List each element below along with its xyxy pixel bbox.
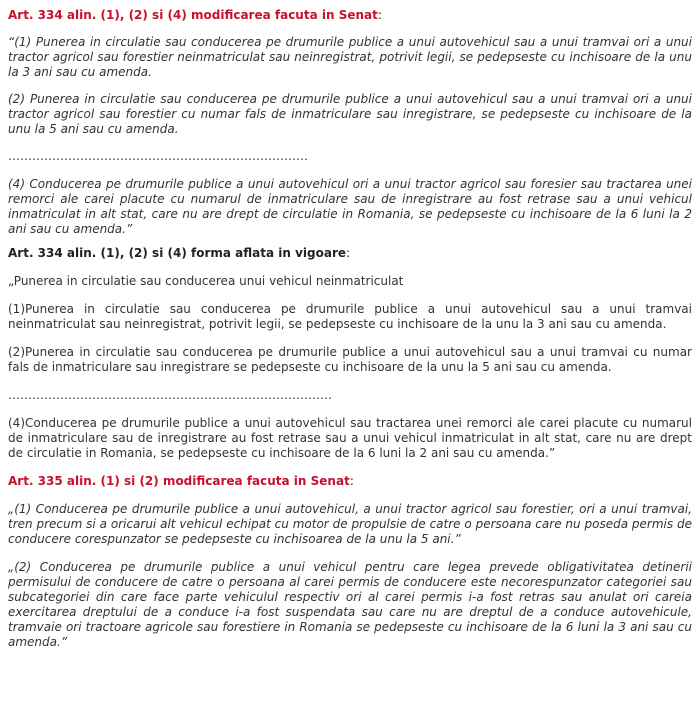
section2-paragraph-1: (1)Punerea in circulatie sau conducerea pe drumurile publice a unui autovehicul sau a unui tramvai neinmatriculat sau neinregistrat, potrivit legii, se pedepseste cu inchisoare de la unu la 3 ani sau cu amenda. bbox=[8, 302, 692, 331]
section2-ellipsis: ……………………………………………………………………… bbox=[8, 388, 332, 402]
section3-paragraph-2: „(2) Conducerea pe drumurile publice a unui vehicul pentru care legea prevede obligativitatea detinerii permisului de conducere de catre o persoana al carei permis de conducere este necorespunzator categoriei sau subcategoriei din care face parte vehiculul respectiv ori al carei permis i-a fost retras sau anulat ori careia exercitarea dreptului de a conduce i-a fost suspendata sau care nu are dreptul de a conduce autovehicule, tramvaie ori tractoare agricole sau forestiere in Romania se pedepseste cu inchisoare de la 6 luni la 3 ani sau cu amenda.” bbox=[8, 560, 692, 649]
section3-heading-colon: : bbox=[349, 474, 354, 488]
section1-heading-title: Art. 334 alin. (1), (2) si (4) modificarea facuta in Senat bbox=[8, 8, 378, 22]
section2-paragraph-2: (2)Punerea in circulatie sau conducerea pe drumurile publice a unui autovehicul sau a unui tramvai cu numar fals de inmatriculare sau inregistrare se pedepseste cu inchisoare de la unu la 5 ani sau cu amenda. bbox=[8, 345, 692, 374]
section2-heading-title: Art. 334 alin. (1), (2) si (4) forma aflata in vigoare bbox=[8, 246, 347, 260]
section1-paragraph-1: “(1) Punerea in circulatie sau conducerea pe drumurile publice a unui autovehicul sau a unui tramvai ori a unui tractor agricol sau forestier neinmatriculat sau neinregistrat, potrivit legii, se pedepseste cu inchisoare de la unu la 3 ani sau cu amenda. bbox=[8, 35, 692, 79]
section1-paragraph-2: (2) Punerea in circulatie sau conducerea pe drumurile publice a unui autovehicul sau a unui tramvai ori a unui tractor agricol sau forestier cu numar fals de inmatriculare sau inregistrare, se pedepseste cu inchisoare de la unu la 5 ani sau cu amenda. bbox=[8, 92, 692, 136]
section2-heading bbox=[8, 246, 692, 261]
section2-heading-colon: : bbox=[346, 246, 351, 260]
section1-heading bbox=[8, 8, 692, 23]
section1-paragraph-4: (4) Conducerea pe drumurile publice a unui autovehicul ori a unui tractor agricol sau foresier sau tractarea unei remorci ale carei placute cu numarul de inmatriculare sau de inregistrare au fost retrase sau a unui vehicul inmatriculat in alt stat, care nu are drept de circulatie in Romania, se pedepseste cu inchisoare de la 6 luni la 2 ani sau cu amenda.” bbox=[8, 177, 692, 236]
section2-intro: „Punerea in circulatie sau conducerea unui vehicul neinmatriculat bbox=[8, 274, 404, 288]
section1-ellipsis: ………………………………………………………………… bbox=[8, 149, 308, 163]
document-body bbox=[0, 8, 700, 650]
section2-paragraph-4: (4)Conducerea pe drumurile publice a unui autovehicul sau tractarea unei remorci ale carei placute cu numarul de inmatriculare sau de inregistrare au fost retrase sau a unui vehicul inmatriculat in alt stat, care nu are drept de circulatie in Romania, se pedepseste cu inchisoare de la 6 luni la 2 ani sau cu amenda.” bbox=[8, 416, 692, 460]
section3-heading-title: Art. 335 alin. (1) si (2) modificarea facuta in Senat bbox=[8, 474, 350, 488]
section3-paragraph-1: „(1) Conducerea pe drumurile publice a unui autovehicul, a unui tractor agricol sau forestier, ori a unui tramvai, tren precum si a oricarui alt vehicul echipat cu motor de propulsie de catre o persoana care nu poseda permis de conducere corespunzator se pedepseste cu inchisoarea de la unu la 5 ani.” bbox=[8, 502, 692, 546]
section3-heading bbox=[8, 474, 692, 489]
section1-heading-colon: : bbox=[377, 8, 382, 22]
